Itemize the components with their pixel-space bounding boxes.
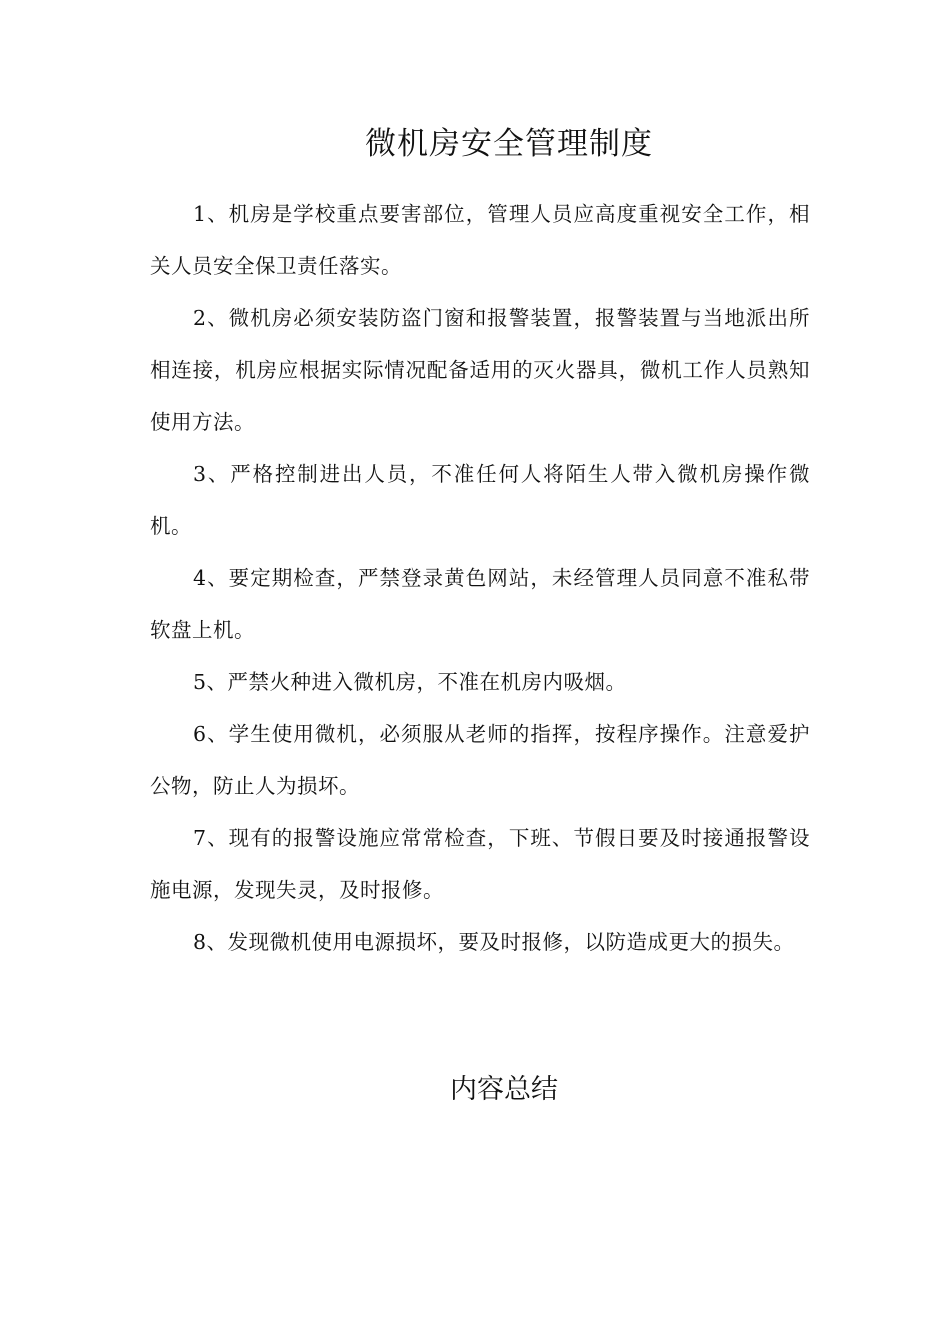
rule-paragraph-6: 6、学生使用微机，必须服从老师的指挥，按程序操作。注意爱护公物，防止人为损坏。 (150, 722, 810, 798)
rule-paragraph-1: 1、机房是学校重点要害部位，管理人员应高度重视安全工作，相关人员安全保卫责任落实。 (150, 202, 810, 278)
rule-paragraph-2: 2、微机房必须安装防盗门窗和报警装置，报警装置与当地派出所相连接，机房应根据实际情况配备适用的灭火器具，微机工作人员熟知使用方法。 (150, 306, 810, 434)
document-title: 微机房安全管理制度 (365, 126, 653, 162)
rule-paragraph-7: 7、现有的报警设施应常常检查，下班、节假日要及时接通报警设施电源，发现失灵，及时报修。 (150, 826, 810, 902)
rule-paragraph-5: 5、严禁火种进入微机房，不准在机房内吸烟。 (193, 670, 627, 694)
rule-paragraph-8: 8、发现微机使用电源损坏，要及时报修，以防造成更大的损失。 (193, 930, 795, 954)
summary-heading: 内容总结 (450, 1074, 558, 1105)
document-body (150, 188, 810, 968)
rule-paragraph-3: 3、严格控制进出人员，不准任何人将陌生人带入微机房操作微机。 (150, 462, 810, 538)
rule-paragraph-4: 4、要定期检查，严禁登录黄色网站，未经管理人员同意不准私带软盘上机。 (150, 566, 810, 642)
